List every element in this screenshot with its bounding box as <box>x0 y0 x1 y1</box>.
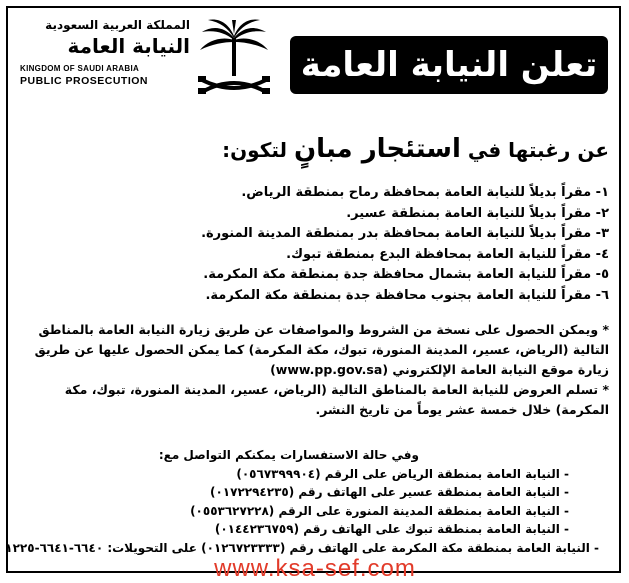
ad-header <box>8 8 619 108</box>
list-item: ٤- مقراً للنيابة العامة بمحافظة البدع بمنطقة تبوك. <box>286 246 609 262</box>
brand-arabic-name: النيابة العامة <box>67 34 190 58</box>
list-item: ١- مقراً بديلاً للنيابة العامة بمحافظة رماح بمنطقة الرياض. <box>241 185 609 200</box>
brand-arabic-country: المملكة العربية السعودية <box>45 18 190 32</box>
contact-line: - النيابة العامة بمنطقة المدينة المنورة على الرقم (٠٥٥٣٦٢٧٢٢٨) <box>190 503 569 518</box>
contacts <box>5 446 609 558</box>
contacts-intro: وفي حالة الاستفسارات يمكنكم التواصل مع: <box>158 448 419 462</box>
items-list <box>18 183 609 306</box>
note-submission: * تسلم العروض للنيابة العامة بالمناطق التالية (الرياض، عسير، المدينة المنورة، تبوك، مكة المكرمة) خلال خمسة عشر يوماً من تاريخ النشر. <box>64 382 609 417</box>
list-item: ٦- مقراً للنيابة العامة بجنوب محافظة جدة بمنطقة مكة المكرمة. <box>205 287 609 303</box>
subtitle <box>18 134 609 164</box>
palm-swords-emblem-icon <box>194 18 274 102</box>
notes <box>18 320 609 420</box>
contact-line: - النيابة العامة بمنطقة الرياض على الرقم (٠٥٦٧٣٩٩٩٠٤) <box>236 466 569 481</box>
subtitle-suffix: لتكون: <box>222 138 288 162</box>
note-conditions: * ويمكن الحصول على نسخة من الشروط والمواصفات عن طريق زيارة النيابة العامة بالمناطق التالية (الرياض، عسير، المدينة المنورة، تبوك، مكة المكرمة) كما يمكن الحصول عليها عن طريق زيارة موقع النيابة العامة الإلكتروني (www.pp.gov.sa) <box>34 322 609 377</box>
list-item: ٣- مقراً بديلاً للنيابة العامة بمحافظة بدر بمنطقة المدينة المنورة. <box>201 226 609 241</box>
list-item: ٥- مقراً للنيابة العامة بشمال محافظة جدة بمنطقة مكة المكرمة. <box>203 267 609 282</box>
announcement-banner: تعلن النيابة العامة <box>290 36 608 94</box>
watermark: www.ksa-sef.com <box>214 555 416 582</box>
contact-line: - النيابة العامة بمنطقة تبوك على الهاتف رقم (٠١٤٤٢٣٦٧٥٩) <box>214 522 569 537</box>
subtitle-main: استئجار مبانٍ <box>293 134 461 164</box>
brand-block <box>20 18 190 106</box>
subtitle-prefix: عن رغبتها في <box>467 138 609 162</box>
brand-english-name: PUBLIC PROSECUTION <box>20 75 149 87</box>
contact-line: - النيابة العامة بمنطقة عسير على الهاتف رقم (٠١٧٢٢٩٤٢٣٥) <box>209 485 569 500</box>
list-item: ٢- مقراً بديلاً للنيابة العامة بمنطقة عسير. <box>346 205 609 221</box>
ad-frame <box>6 6 621 573</box>
brand-english-country: KINGDOM OF SAUDI ARABIA <box>20 64 140 73</box>
contact-line: - النيابة العامة بمنطقة مكة المكرمة على الهاتف رقم (٠١٢٦٧٢٣٣٣٣) على التحويلات: ٦٦٤٠-٦٦٤١-١٢٢٥ <box>5 540 599 555</box>
